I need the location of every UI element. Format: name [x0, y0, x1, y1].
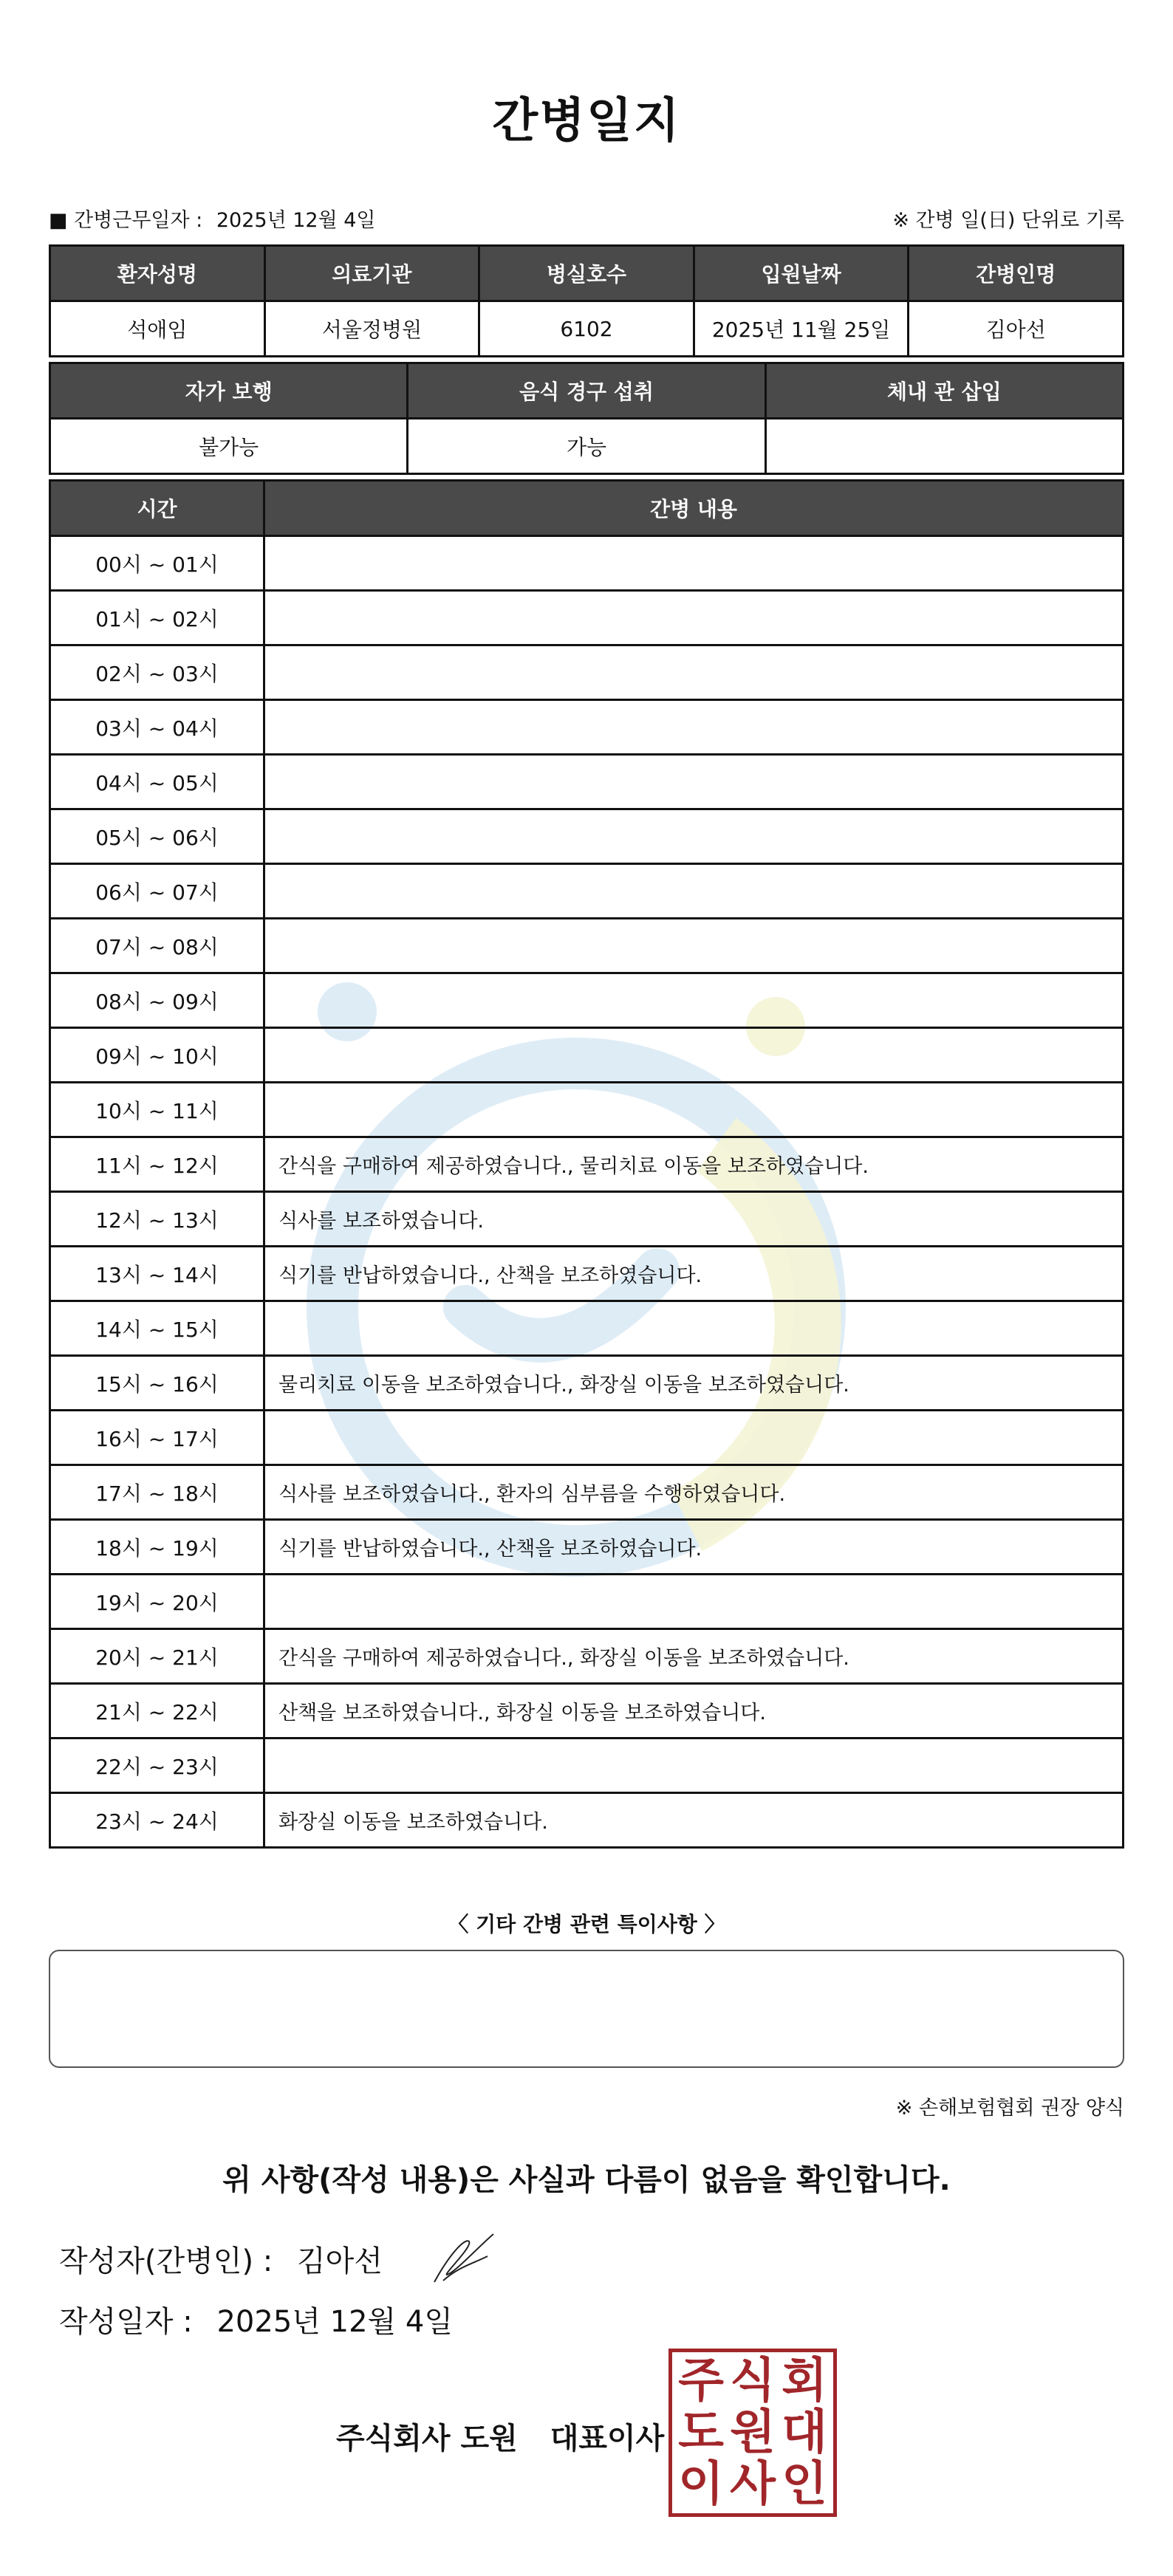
log-row: [50, 536, 1124, 591]
log-content[interactable]: [264, 591, 1124, 645]
log-header-row: [50, 481, 1124, 536]
written-date-label: 작성일자 :: [59, 2305, 193, 2339]
unit-note: ※ 간병 일(日) 단위로 기록: [892, 209, 1124, 232]
log-time: 14시 ~ 15시: [50, 1301, 264, 1356]
log-row: [50, 1356, 1124, 1411]
log-time: 18시 ~ 19시: [50, 1520, 264, 1575]
company-name: 주식회사 도원: [336, 2422, 518, 2456]
log-time: 16시 ~ 17시: [50, 1411, 264, 1465]
log-content[interactable]: [264, 536, 1124, 591]
header-patient-name: 환자성명: [50, 246, 265, 301]
recommend-note: ※ 손해보험협회 권장 양식: [895, 2097, 1124, 2120]
log-row: [50, 1739, 1124, 1793]
log-row: [50, 1137, 1124, 1192]
log-row: [50, 973, 1124, 1028]
log-row: [50, 1465, 1124, 1520]
work-date-value: 2025년 12월 4일: [216, 209, 376, 232]
caregiver-name: 김아선: [909, 301, 1124, 357]
document-title: 간병일지: [492, 94, 681, 148]
log-row: [50, 645, 1124, 700]
header-care-content: 간병 내용: [264, 481, 1124, 536]
log-row: [50, 1247, 1124, 1301]
written-date-line: [59, 2298, 453, 2340]
log-content[interactable]: [264, 809, 1124, 864]
log-row: [50, 591, 1124, 645]
header-admit-date: 입원날짜: [694, 246, 909, 301]
care-log-table: [49, 479, 1124, 1849]
log-body: [50, 536, 1124, 1848]
log-time: 02시 ~ 03시: [50, 645, 264, 700]
signature-icon: [421, 2223, 502, 2289]
log-content[interactable]: [264, 1301, 1124, 1356]
log-time: 19시 ~ 20시: [50, 1575, 264, 1629]
log-content[interactable]: [264, 1739, 1124, 1793]
patient-value-row: [50, 301, 1124, 357]
status-header-row: [50, 363, 1124, 419]
log-row: [50, 1793, 1124, 1848]
log-row: [50, 1301, 1124, 1356]
log-row: [50, 1192, 1124, 1247]
log-content[interactable]: 화장실 이동을 보조하였습니다.: [264, 1793, 1124, 1848]
work-date: [49, 204, 376, 233]
company-line: [336, 2415, 664, 2457]
log-content[interactable]: 식기를 반납하였습니다., 산책을 보조하였습니다.: [264, 1247, 1124, 1301]
writer-line: [59, 2238, 383, 2280]
log-row: [50, 755, 1124, 809]
patient-name: 석애임: [50, 301, 265, 357]
header-oral-intake: 음식 경구 섭취: [408, 363, 765, 419]
log-row: [50, 864, 1124, 919]
header-room: 병실호수: [479, 246, 694, 301]
company-seal-icon: 주 식 회 도 원 대 이 사 인: [668, 2349, 837, 2517]
log-time: 17시 ~ 18시: [50, 1465, 264, 1520]
log-content[interactable]: [264, 1083, 1124, 1137]
log-time: 03시 ~ 04시: [50, 700, 264, 755]
log-row: [50, 1520, 1124, 1575]
log-time: 12시 ~ 13시: [50, 1192, 264, 1247]
written-date-value: 2025년 12월 4일: [216, 2305, 453, 2339]
header-tube: 체내 관 삽입: [765, 363, 1123, 419]
tube-status: [765, 419, 1123, 474]
header-time: 시간: [50, 481, 264, 536]
log-time: 08시 ~ 09시: [50, 973, 264, 1028]
log-content[interactable]: 식기를 반납하였습니다., 산책을 보조하였습니다.: [264, 1520, 1124, 1575]
room-number: 6102: [479, 301, 694, 357]
log-row: [50, 919, 1124, 973]
log-content[interactable]: 식사를 보조하였습니다.: [264, 1192, 1124, 1247]
log-time: 23시 ~ 24시: [50, 1793, 264, 1848]
log-row: [50, 1411, 1124, 1465]
notes-box[interactable]: [49, 1950, 1124, 2068]
log-content[interactable]: [264, 1411, 1124, 1465]
log-time: 15시 ~ 16시: [50, 1356, 264, 1411]
log-time: 22시 ~ 23시: [50, 1739, 264, 1793]
patient-header-row: [50, 246, 1124, 301]
log-time: 20시 ~ 21시: [50, 1629, 264, 1684]
log-content[interactable]: [264, 755, 1124, 809]
log-content[interactable]: 간식을 구매하여 제공하였습니다., 화장실 이동을 보조하였습니다.: [264, 1629, 1124, 1684]
log-content[interactable]: [264, 645, 1124, 700]
header-walking: 자가 보행: [50, 363, 408, 419]
log-content[interactable]: 간식을 구매하여 제공하였습니다., 물리치료 이동을 보조하였습니다.: [264, 1137, 1124, 1192]
log-content[interactable]: 식사를 보조하였습니다., 환자의 심부름을 수행하였습니다.: [264, 1465, 1124, 1520]
log-time: 11시 ~ 12시: [50, 1137, 264, 1192]
log-time: 06시 ~ 07시: [50, 864, 264, 919]
log-content[interactable]: [264, 1575, 1124, 1629]
log-time: 01시 ~ 02시: [50, 591, 264, 645]
work-date-label: ■ 간병근무일자 :: [49, 209, 203, 232]
oral-intake-status: 가능: [408, 419, 765, 474]
log-time: 09시 ~ 10시: [50, 1028, 264, 1083]
header-caregiver: 간병인명: [909, 246, 1124, 301]
walking-status: 불가능: [50, 419, 408, 474]
log-content[interactable]: [264, 1028, 1124, 1083]
log-row: [50, 1684, 1124, 1739]
company-title: 대표이사: [550, 2422, 665, 2456]
log-content[interactable]: [264, 973, 1124, 1028]
log-row: [50, 1575, 1124, 1629]
header-hospital: 의료기관: [264, 246, 479, 301]
log-time: 21시 ~ 22시: [50, 1684, 264, 1739]
confirm-statement: 위 사항(작성 내용)은 사실과 다름이 없음을 확인합니다.: [222, 2163, 951, 2197]
log-row: [50, 1083, 1124, 1137]
log-row: [50, 809, 1124, 864]
log-time: 07시 ~ 08시: [50, 919, 264, 973]
log-content[interactable]: 물리치료 이동을 보조하였습니다., 화장실 이동을 보조하였습니다.: [264, 1356, 1124, 1411]
log-time: 10시 ~ 11시: [50, 1083, 264, 1137]
log-content[interactable]: [264, 700, 1124, 755]
log-content[interactable]: 산책을 보조하였습니다., 화장실 이동을 보조하였습니다.: [264, 1684, 1124, 1739]
log-row: [50, 1028, 1124, 1083]
log-content[interactable]: [264, 864, 1124, 919]
admit-date: 2025년 11월 25일: [694, 301, 909, 357]
log-time: 13시 ~ 14시: [50, 1247, 264, 1301]
log-time: 00시 ~ 01시: [50, 536, 264, 591]
notes-title: 〈 기타 간병 관련 특이사항 〉: [448, 1912, 725, 1936]
hospital-name: 서울정병원: [264, 301, 479, 357]
log-row: [50, 1629, 1124, 1684]
status-value-row: [50, 419, 1124, 474]
log-time: 05시 ~ 06시: [50, 809, 264, 864]
status-table: [49, 362, 1124, 475]
log-time: 04시 ~ 05시: [50, 755, 264, 809]
log-row: [50, 700, 1124, 755]
writer-name: 김아선: [296, 2244, 383, 2278]
patient-info-table: [49, 244, 1124, 357]
log-content[interactable]: [264, 919, 1124, 973]
writer-label: 작성자(간병인) :: [59, 2244, 273, 2278]
